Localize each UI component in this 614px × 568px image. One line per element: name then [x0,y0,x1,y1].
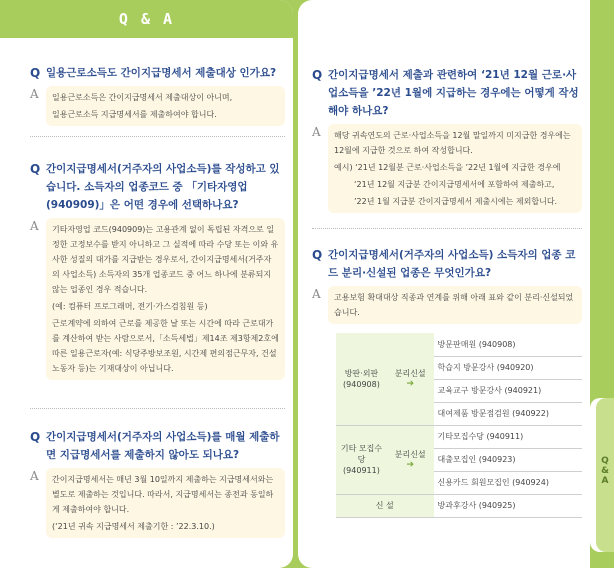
answer-box [46,468,285,538]
answer-box [328,124,582,213]
table-cell: 학습지 방문강사 (940920) [434,356,582,379]
split-text: 분리신설 [394,449,426,459]
question-text: 간이지급명세서(거주자의 사업소득)를 매월 제출하면 지급명세서를 제출하지 않아도 되나요? [46,431,280,461]
answer-paragraph: 근로계약에 의하여 근로를 제공한 날 또는 시간에 따라 근로대가를 계산하여 받는 사람으로서,「소득세법」제14조 제3항제2호에 따른 일용근로자(예: 식당주방보조원, 시간제 편의점근무자, 건설노동자 등)는 기재대상이 아닙니다. [52,319,279,373]
answer-mark: A [312,125,321,139]
table-row [336,494,582,517]
answer-mark: A [30,469,39,483]
question-mark: Q [30,66,41,80]
side-tab-letter: Q [601,456,609,466]
example-line: ’22년 1월 지급분 간이지급명세서 제출시에는 제외합니다. [354,197,558,206]
arrow-right-icon: ➔ [406,459,414,470]
answer-box [46,86,285,126]
answer-example: (예: 컴퓨터 프로그래머, 전기·가스검침원 등) [52,302,208,311]
group-label: 방판·외판 (940908) [336,333,387,425]
answer-mark: A [30,219,39,233]
table-cell: 방과후강사 (940925) [434,494,582,517]
table-row [336,333,582,356]
split-label [387,425,434,494]
table-cell: 기타모집수당 (940911) [434,425,582,448]
qa-item-1 [30,64,285,126]
side-tab-letter: & [601,466,609,476]
example-line: 예시) ‘21년 12월분 근로·사업소득을 ’22년 1월에 지급한 경우에 [334,163,561,172]
side-tab-letter: A [601,476,609,486]
table-row [336,425,582,448]
table-cell: 대여제품 방문점검원 (940922) [434,402,582,425]
answer-mark: A [30,87,39,101]
right-page [298,0,590,568]
answer-box [46,218,285,380]
answer-mark: A [312,287,321,301]
side-tab-label [597,456,613,486]
arrow-right-icon: ➔ [406,378,414,389]
answer-note: (‘21년 귀속 지급명세서 제출기한 : ’22.3.10.) [52,522,215,531]
table-cell: 방문판매원 (940908) [434,333,582,356]
answer-paragraph: 간이지급명세서는 매년 3월 10일까지 제출하는 지급명세서와는 별도로 제출하는 것입니다. 따라서, 지급명세서는 종전과 동일하게 제출하여야 합니다. [52,475,274,514]
question-mark: Q [30,162,41,176]
qa-item-4 [312,66,582,213]
question-text: 간이지급명세서 제출과 관련하여 ‘21년 12월 근로·사업소득을 ’22년 1월에 지급하는 경우에는 어떻게 작성해야 하나요? [328,69,579,117]
industry-code-table [336,333,582,518]
question-text: 간이지급명세서(거주자의 사업소득)를 작성하고 있습니다. 소득자의 업종코드 중 「기타자영업 (940909)」은 어떤 경우에 선택하나요? [46,163,280,211]
page-header-title: Q & A [118,10,175,28]
question-text: 일용근로소득도 간이지급명세서 제출대상 인가요? [46,67,277,79]
table-cell: 신용카드 회원모집인 (940924) [434,471,582,494]
table-cell: 대출모집인 (940923) [434,448,582,471]
example-line: ‘21년 12월 지급분 간이지급명세서에 포함하여 제출하고, [354,180,555,189]
question-text: 간이지급명세서(거주자의 사업소득) 소득자의 업종 코드 분리·신설된 업종은 무엇인가요? [328,249,576,279]
qa-item-3 [30,428,285,538]
question-mark: Q [312,68,323,82]
question-mark: Q [30,430,41,444]
qa-item-2 [30,160,285,380]
answer-paragraph: 고용보험 확대대상 직종과 연계를 위해 아래 표와 같이 분리·신설되었습니다. [334,293,574,317]
qa-item-5 [312,246,582,324]
group-label: 신 설 [336,494,434,517]
answer-paragraph: 기타자영업 코드(940909)는 고용관계 없이 독립된 자격으로 일정한 고정보수를 받지 아니하고 그 실적에 따라 수당 또는 이와 유사한 성질의 대가를 지급받는 경우로서, 간이지급명세서(거주자의 사업소득) 소득자의 35개 업종코드 중 어느 하나에 분류되지 않는 업종인 경우 적습니다. [52,225,279,294]
divider [312,228,582,229]
answer-line: 일용근로소득 지급명세서를 제출하여야 합니다. [52,110,217,119]
left-page [0,0,293,568]
split-label [387,333,434,425]
answer-box [328,286,582,324]
answer-line: 일용근로소득은 간이지급명세서 제출대상이 아니며, [52,93,233,102]
split-text: 분리신설 [394,368,426,378]
answer-paragraph: 해당 귀속연도의 근로·사업소득을 12월 말일까지 미지급한 경우에는 12월에 지급한 것으로 하여 작성합니다. [334,131,571,155]
divider [30,136,285,137]
table-cell: 교육교구 방문강사 (940921) [434,379,582,402]
group-label: 기타 모집수당 (940911) [336,425,387,494]
divider [30,408,285,409]
question-mark: Q [312,248,323,262]
